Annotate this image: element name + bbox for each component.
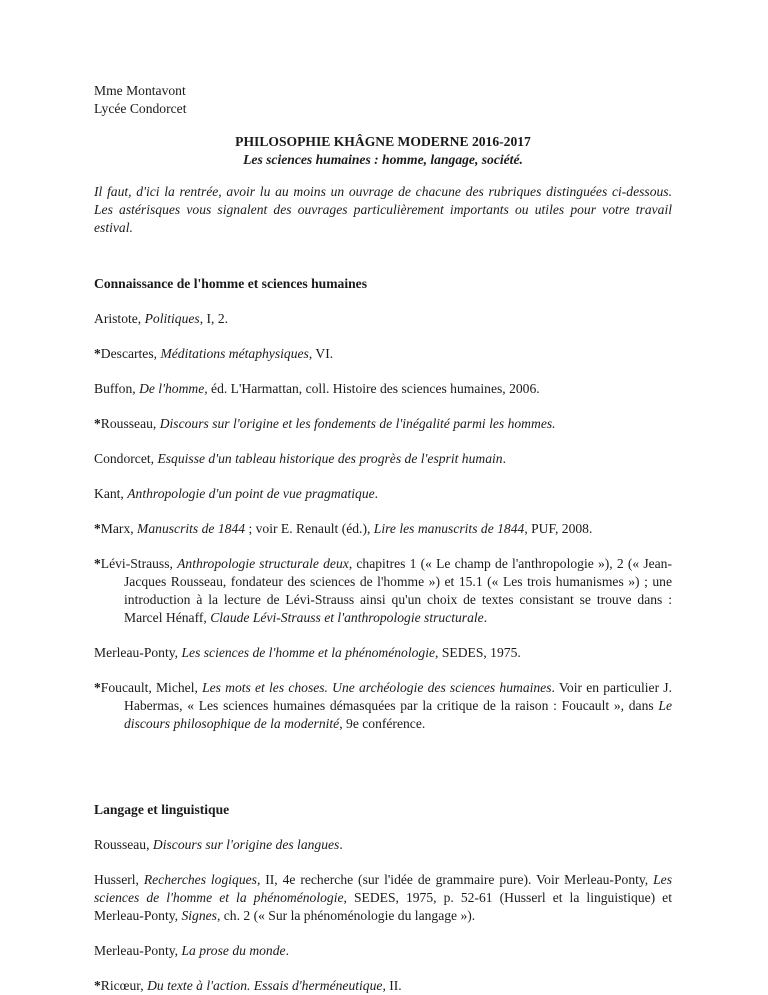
intro-paragraph: Il faut, d'ici la rentrée, avoir lu au moins un ouvrage de chacune des rubriques distinguées ci-dessous. Les astérisques vous signalent des ouvrages particulièrement importants ou utiles pour votre travail estival.: [94, 184, 672, 235]
list-item: Aristote, Politiques, I, 2.: [94, 311, 229, 326]
document-page: [94, 82, 672, 995]
list-item: *Lévi-Strauss, Anthropologie structurale deux, chapitres 1 (« Le champ de l'anthropologie »), 2 (« Jean-Jacques Rousseau, fondateur des sciences de l'homme ») et 15.1 (« Les trois humanismes ») ; une introduction à la lecture de Lévi-Strauss ainsi qu'un choix de textes consistant se trouve dans : Marcel Hénaff, Claude Lévi-Strauss et l'anthropologie structurale.: [94, 556, 673, 625]
title-block: [94, 133, 672, 169]
list-item: *Foucault, Michel, Les mots et les choses. Une archéologie des sciences humaines. Voir en particulier J. Habermas, « Les sciences humaines démasquées par la critique de la raison : Foucault », dans Le discours philosophique de la modernité, 9e conférence.: [94, 680, 672, 731]
list-item: *Ricœur, Du texte à l'action. Essais d'herméneutique, II.: [94, 978, 402, 993]
list-item: *Marx, Manuscrits de 1844 ; voir E. Renault (éd.), Lire les manuscrits de 1844, PUF, 2008.: [94, 521, 593, 536]
document-title: PHILOSOPHIE KHÂGNE MODERNE 2016-2017: [235, 134, 531, 149]
list-item: *Descartes, Méditations métaphysiques, VI.: [94, 346, 334, 361]
list-item: Merleau-Ponty, Les sciences de l'homme et la phénoménologie, SEDES, 1975.: [94, 645, 521, 660]
list-item: *Rousseau, Discours sur l'origine et les fondements de l'inégalité parmi les hommes.: [94, 416, 556, 431]
section-title-homme: Connaissance de l'homme et sciences humaines: [94, 276, 368, 291]
list-item: Kant, Anthropologie d'un point de vue pragmatique.: [94, 486, 379, 501]
school-name: Lycée Condorcet: [94, 101, 187, 116]
teacher-name: Mme Montavont: [94, 83, 186, 98]
list-item: Husserl, Recherches logiques, II, 4e recherche (sur l'idée de grammaire pure). Voir Merleau-Ponty, Les sciences de l'homme et la phénoménologie, SEDES, 1975, p. 52-61 (Husserl et la linguistique) et Merleau-Ponty, Signes, ch. 2 (« Sur la phénoménologie du langage »).: [94, 872, 672, 923]
section-title-langage: Langage et linguistique: [94, 802, 230, 817]
document-subtitle: Les sciences humaines : homme, langage, société.: [243, 152, 523, 167]
list-item: Buffon, De l'homme, éd. L'Harmattan, coll. Histoire des sciences humaines, 2006.: [94, 381, 540, 396]
list-item: Merleau-Ponty, La prose du monde.: [94, 943, 289, 958]
list-item: Rousseau, Discours sur l'origine des langues.: [94, 837, 343, 852]
list-item: Condorcet, Esquisse d'un tableau historique des progrès de l'esprit humain.: [94, 451, 506, 466]
